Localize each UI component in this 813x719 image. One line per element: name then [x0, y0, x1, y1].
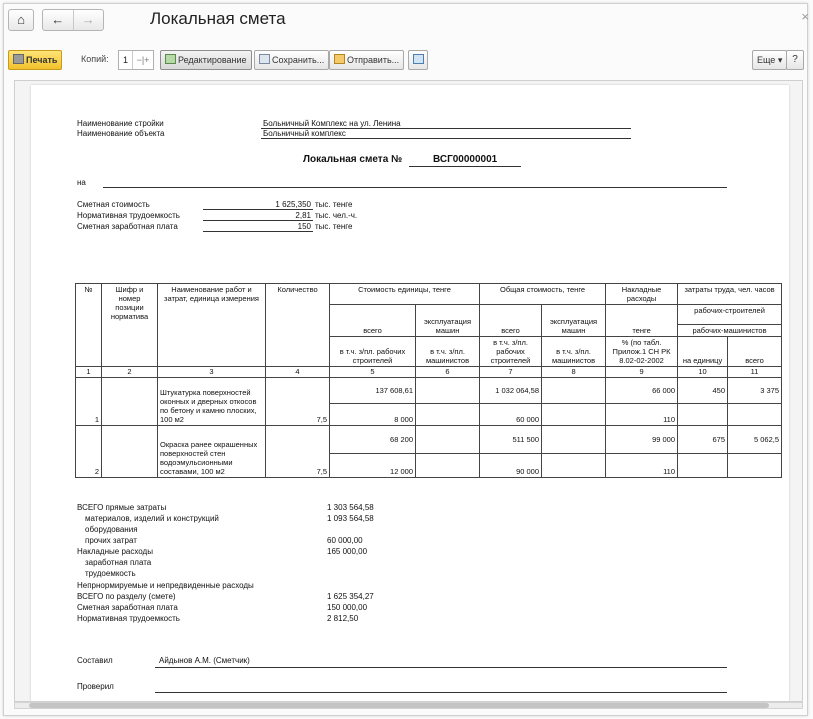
total-label: заработная плата — [85, 558, 152, 567]
row-total-salary: 90 000 — [480, 454, 542, 478]
total-label: Сметная заработная плата — [77, 603, 178, 612]
row-name: Штукатурка поверхностей оконных и дверных откосов по бетону и камню плоских, 100 м2 — [158, 378, 266, 426]
copies-input[interactable]: 1 — [119, 51, 133, 69]
row-unit-machinists — [416, 404, 480, 426]
total-value: 1 303 564,58 — [327, 503, 374, 512]
edit-toggle-button[interactable] — [160, 50, 252, 70]
col-header-total-incl-machinists: в т.ч. з/пл. машинистов — [542, 337, 606, 367]
scrollbar-thumb[interactable] — [29, 703, 769, 708]
col-header-per-unit: на единицу — [678, 337, 728, 367]
document-page — [31, 85, 789, 702]
row-total-salary: 60 000 — [480, 404, 542, 426]
checked-label: Проверил — [77, 682, 114, 691]
column-number: 2 — [102, 367, 158, 378]
row-qty: 7,5 — [266, 426, 330, 478]
estimate-heading-label: Локальная смета № — [303, 154, 403, 165]
object-label: Наименование объекта — [77, 129, 165, 138]
col-header-machinists: рабочих-машинистов — [678, 325, 782, 337]
row-total-all: 511 500 — [480, 426, 542, 454]
row-unit-all: 137 608,61 — [330, 378, 416, 404]
row-labor-total: 5 062,5 — [728, 426, 782, 454]
toolbar — [8, 50, 805, 72]
underline — [203, 220, 313, 221]
row-total-all: 1 032 064,58 — [480, 378, 542, 404]
column-number: 6 — [416, 367, 480, 378]
col-header-workers: рабочих-строителей — [678, 305, 782, 325]
row-unit-machinists — [416, 454, 480, 478]
row-labor-unit: 675 — [678, 426, 728, 454]
history-nav — [42, 9, 104, 31]
total-label: материалов, изделий и конструкций — [85, 514, 219, 523]
total-value: 150 000,00 — [327, 603, 368, 612]
column-number: 9 — [606, 367, 678, 378]
send-button[interactable] — [329, 50, 404, 70]
home-button[interactable] — [8, 9, 34, 31]
row-labor-unit-machinists — [678, 454, 728, 478]
compiled-label: Составил — [77, 656, 113, 665]
header-row — [76, 284, 782, 305]
total-label: прочих затрат — [85, 536, 137, 545]
back-button[interactable]: ← — [51, 12, 65, 27]
edit-label: Редактирование — [178, 55, 247, 65]
column-number: 5 — [330, 367, 416, 378]
row-labor-unit: 450 — [678, 378, 728, 404]
row-percent: 110 — [606, 404, 678, 426]
row-no: 2 — [76, 426, 102, 478]
total-label: ВСЕГО по разделу (смете) — [77, 592, 176, 601]
row-total-machinists — [542, 404, 606, 426]
row-unit-exploit — [416, 378, 480, 404]
envelope-icon — [334, 54, 345, 64]
col-header-labor-total: всего — [728, 337, 782, 367]
col-header-overhead-tenge: тенге — [606, 305, 678, 337]
magnifier-page-icon — [413, 54, 424, 64]
cost-value: 1 625,350 — [275, 200, 311, 209]
salary-label: Сметная заработная плата — [77, 222, 178, 231]
na-label: на — [77, 178, 86, 187]
total-label: трудоемкость — [85, 569, 136, 578]
salary-unit: тыс. тенге — [315, 222, 353, 231]
underline — [155, 692, 727, 693]
row-labor-total: 3 375 — [728, 378, 782, 404]
estimate-table — [75, 283, 782, 478]
row-overhead: 66 000 — [606, 378, 678, 404]
help-button[interactable]: ? — [786, 50, 804, 70]
spin-arrows-icon[interactable]: −|+ — [136, 55, 150, 65]
total-value: 165 000,00 — [327, 547, 368, 556]
print-label: Печать — [26, 55, 58, 65]
total-value: 1 093 564,58 — [327, 514, 374, 523]
construction-label: Наименование стройки — [77, 119, 164, 128]
col-header-no: № — [76, 284, 102, 367]
row-qty: 7,5 — [266, 378, 330, 426]
table-row — [76, 426, 782, 454]
floppy-disk-icon — [259, 54, 270, 64]
row-code — [102, 378, 158, 426]
row-name: Окраска ранее окрашенных поверхностей стен водоэмульсионными составами, 100 м2 — [158, 426, 266, 478]
construction-value: Больничный Комплекс на ул. Ленина — [263, 119, 401, 128]
underline — [103, 187, 727, 188]
home-icon: ⌂ — [17, 12, 25, 27]
col-header-percent: % (по табл. Прилож.1 СН РК 8.02-02-2002 — [606, 337, 678, 367]
labor-label: Нормативная трудоемкость — [77, 211, 180, 220]
col-header-unit-cost: Стоимость единицы, тенге — [330, 284, 480, 305]
save-button[interactable] — [254, 50, 329, 70]
underline — [409, 166, 521, 167]
col-header-overhead: Накладные расходы — [606, 284, 678, 305]
column-number: 11 — [728, 367, 782, 378]
print-button[interactable] — [8, 50, 62, 70]
row-unit-exploit — [416, 426, 480, 454]
total-value: 60 000,00 — [327, 536, 363, 545]
forward-button[interactable]: → — [73, 10, 104, 30]
window-title: Локальная смета — [150, 9, 286, 28]
column-number: 10 — [678, 367, 728, 378]
column-number: 4 — [266, 367, 330, 378]
row-unit-all: 68 200 — [330, 426, 416, 454]
copies-label: Копий: — [81, 54, 109, 64]
copies-stepper[interactable] — [118, 50, 154, 70]
row-labor-total-machinists — [728, 404, 782, 426]
total-label: ВСЕГО прямые затраты — [77, 503, 167, 512]
salary-value: 150 — [297, 222, 311, 231]
total-value: 2 812,50 — [327, 614, 359, 623]
close-button[interactable]: × — [801, 9, 809, 24]
document-viewport[interactable] — [14, 80, 803, 702]
col-header-unit-exploit: эксплуатация машин — [416, 305, 480, 337]
printer-icon — [13, 54, 24, 64]
col-header-total-all: всего — [480, 305, 542, 337]
row-total-exploit — [542, 426, 606, 454]
preview-button[interactable] — [408, 50, 428, 70]
row-labor-unit-machinists — [678, 404, 728, 426]
labor-value: 2,81 — [295, 211, 311, 220]
row-code — [102, 426, 158, 478]
column-number: 1 — [76, 367, 102, 378]
labor-unit: тыс. чел.-ч. — [315, 211, 358, 220]
horizontal-scrollbar[interactable] — [14, 702, 803, 709]
row-total-exploit — [542, 378, 606, 404]
send-label: Отправить... — [347, 55, 400, 65]
row-unit-salary: 12 000 — [330, 454, 416, 478]
estimate-heading-number: ВСГ00000001 — [433, 154, 498, 165]
col-header-qty: Количество — [266, 284, 330, 367]
column-number: 3 — [158, 367, 266, 378]
col-header-incl-workers: в т.ч. з/пл. рабочих строителей — [330, 337, 416, 367]
column-number-row — [76, 367, 782, 378]
row-percent: 110 — [606, 454, 678, 478]
table-row — [76, 378, 782, 404]
col-header-name: Наименование работ и затрат, единица измерения — [158, 284, 266, 367]
row-overhead: 99 000 — [606, 426, 678, 454]
more-menu-button[interactable]: Еще ▾ — [752, 50, 787, 70]
total-label: Непрнормируемые и непредвиденные расходы — [77, 581, 254, 590]
cost-unit: тыс. тенге — [315, 200, 353, 209]
col-header-total-exploit: эксплуатация машин — [542, 305, 606, 337]
col-header-unit-all: всего — [330, 305, 416, 337]
col-header-total-cost: Общая стоимость, тенге — [480, 284, 606, 305]
col-header-total-incl-workers: в т.ч. з/пл. рабочих строителей — [480, 337, 542, 367]
total-label: Накладные расходы — [77, 547, 153, 556]
underline — [155, 667, 727, 668]
underline — [203, 209, 313, 210]
cost-label: Сметная стоимость — [77, 200, 150, 209]
object-value: Больничный комплекс — [263, 129, 346, 138]
row-labor-total-machinists — [728, 454, 782, 478]
row-unit-salary: 8 000 — [330, 404, 416, 426]
row-total-machinists — [542, 454, 606, 478]
edit-icon — [165, 54, 176, 64]
col-header-incl-machinists: в т.ч. з/пл. машинистов — [416, 337, 480, 367]
underline — [261, 138, 631, 139]
column-number: 8 — [542, 367, 606, 378]
total-label: Нормативная трудоемкость — [77, 614, 180, 623]
total-value: 1 625 354,27 — [327, 592, 374, 601]
col-header-code: Шифр и номер позиции норматива — [102, 284, 158, 367]
total-label: оборудования — [85, 525, 138, 534]
underline — [203, 231, 313, 232]
row-no: 1 — [76, 378, 102, 426]
col-header-labor: затраты труда, чел. часов — [678, 284, 782, 305]
column-number: 7 — [480, 367, 542, 378]
save-label: Сохранить... — [272, 55, 325, 65]
compiled-value: Айдынов А.М. (Сметчик) — [159, 656, 250, 665]
